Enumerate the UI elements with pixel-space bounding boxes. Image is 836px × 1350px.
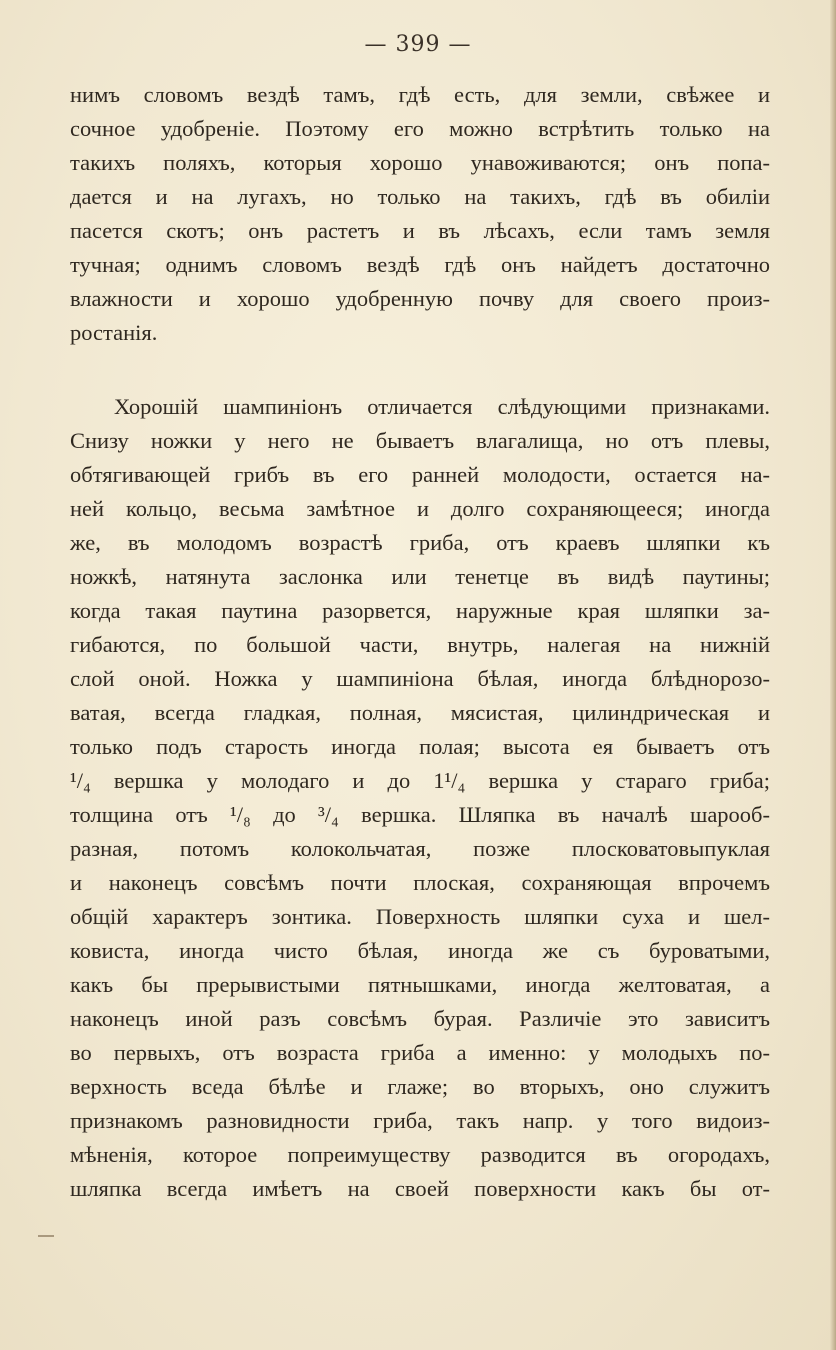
text-line: толщина отъ ¹/₈ до ³/₄ вершка. Шляпка въ началѣ шарооб-	[70, 802, 770, 827]
text-line: тучная; однимъ словомъ вездѣ гдѣ онъ найдетъ достаточно	[70, 252, 770, 277]
text-line: Хорошій шампиніонъ отличается слѣдующими признаками.	[114, 394, 770, 419]
text-line: разная, потомъ колокольчатая, позже плосковатовыпуклая	[70, 836, 770, 861]
text-line: ростанія.	[70, 320, 158, 345]
text-line: обтягивающей грибъ въ его ранней молодости, остается на-	[70, 462, 770, 487]
text-line: ¹/₄ вершка у молодаго и до 1¹/₄ вершка у стараго гриба;	[70, 768, 770, 793]
text-line: общій характеръ зонтика. Поверхность шляпки суха и шел-	[70, 904, 770, 929]
text-line: когда такая паутина разорвется, наружные края шляпки за-	[70, 598, 770, 623]
text-line: признакомъ разновидности гриба, такъ напр. у того видоиз-	[70, 1108, 770, 1133]
text-line: шляпка всегда имѣетъ на своей поверхности какъ бы от-	[70, 1176, 770, 1201]
text-line: верхность вседа бѣлѣе и глаже; во вторыхъ, оно служитъ	[70, 1074, 770, 1099]
text-line: сочное удобреніе. Поэтому его можно встрѣтить только на	[70, 116, 770, 141]
page-edge-shadow	[830, 0, 836, 1350]
text-line: ватая, всегда гладкая, полная, мясистая, цилиндрическая и	[70, 700, 770, 725]
page-number: — 399 —	[364, 32, 472, 57]
text-line: пасется скотъ; онъ растетъ и въ лѣсахъ, если тамъ земля	[70, 218, 770, 243]
text-line: нимъ словомъ вездѣ тамъ, гдѣ есть, для земли, свѣжее и	[70, 82, 770, 107]
text-line: гибаются, по большой части, внутрь, налегая на нижній	[70, 632, 770, 657]
text-line: какъ бы прерывистыми пятнышками, иногда желтоватая, а	[70, 972, 770, 997]
margin-mark	[38, 1235, 54, 1237]
text-line: ковиста, иногда чисто бѣлая, иногда же съ буроватыми,	[70, 938, 770, 963]
text-line: слой оной. Ножка у шампиніона бѣлая, иногда блѣднорозо-	[70, 666, 770, 691]
text-line: только подъ старость иногда полая; высота ея бываетъ отъ	[70, 734, 770, 759]
paragraph-2	[70, 390, 770, 1206]
text-line: дается и на лугахъ, но только на такихъ, гдѣ въ обиліи	[70, 184, 770, 209]
text-line: ней кольцо, весьма замѣтное и долго сохраняющееся; иногда	[70, 496, 770, 521]
text-line: во первыхъ, отъ возраста гриба а именно: у молодыхъ по-	[70, 1040, 770, 1065]
text-line: влажности и хорошо удобренную почву для своего произ-	[70, 286, 770, 311]
text-line: мѣненія, которое попреимуществу разводится въ огородахъ,	[70, 1142, 770, 1167]
text-line: же, въ молодомъ возрастѣ гриба, отъ краевъ шляпки къ	[70, 530, 770, 555]
paragraph-1	[70, 78, 770, 350]
text-line: наконецъ иной разъ совсѣмъ бурая. Различіе это зависитъ	[70, 1006, 770, 1031]
text-line: ножкѣ, натянута заслонка или тенетце въ видѣ паутины;	[70, 564, 770, 589]
text-line: такихъ поляхъ, которыя хорошо унавоживаются; онъ попа-	[70, 150, 770, 175]
text-line: Снизу ножки у него не бываетъ влагалища, но отъ плевы,	[70, 428, 770, 453]
text-line: и наконецъ совсѣмъ почти плоская, сохраняющая впрочемъ	[70, 870, 770, 895]
